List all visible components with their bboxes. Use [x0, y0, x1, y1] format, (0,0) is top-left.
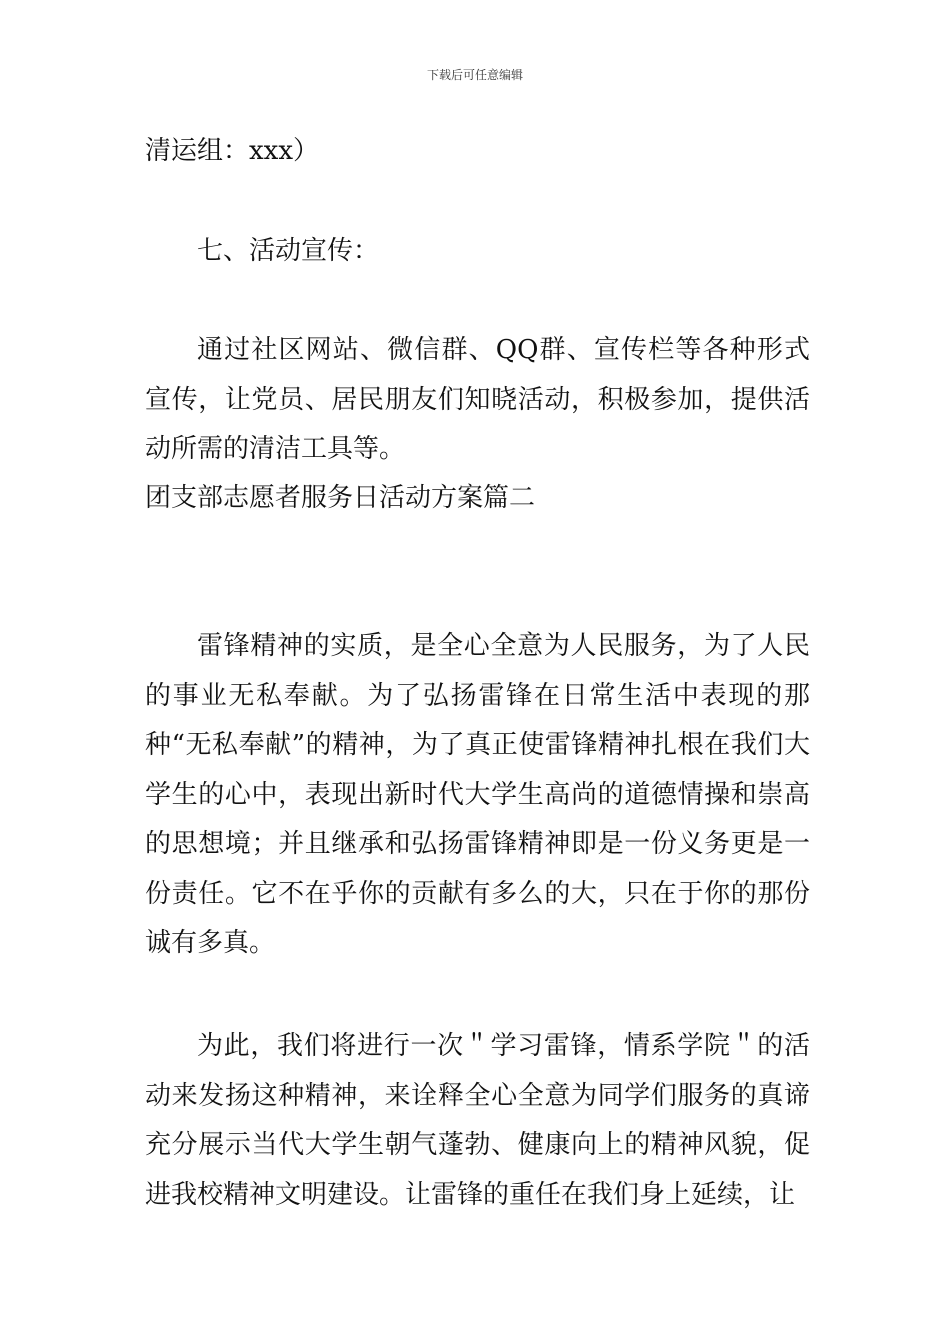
publicity-paragraph: 通过社区网站、微信群、QQ群、宣传栏等各种形式宣传，让党员、居民朋友们知晓活动，积极参加，提供活动所需的清洁工具等。: [145, 335, 810, 464]
continuation-line: 清运组：xxx）: [145, 136, 319, 166]
spirit-paragraph: 雷锋精神的实质，是全心全意为人民服务，为了人民的事业无私奉献。为了弘扬雷锋在日常生活中表现的那种“无私奉献”的精神，为了真正使雷锋精神扎根在我们大学生的心中，表现出新时代大学生高尚的道德情操和崇高的思想境；并且继承和弘扬雷锋精神即是一份义务更是一份责任。它不在乎你的贡献有多么的大，只在于你的那份诚有多真。: [145, 631, 810, 958]
section-heading-publicity: 七、活动宣传：: [197, 236, 380, 266]
document-heading: 团支部志愿者服务日活动方案篇二: [145, 483, 536, 513]
page-header-note: 下载后可任意编辑: [426, 68, 523, 82]
purpose-paragraph: 为此，我们将进行一次＂学习雷锋，情系学院＂的活动来发扬这种精神，来诠释全心全意为同学们服务的真谛充分展示当代大学生朝气蓬勃、健康向上的精神风貌，促进我校精神文明建设。让雷锋的重任在我们身上延续，让: [145, 1031, 810, 1210]
